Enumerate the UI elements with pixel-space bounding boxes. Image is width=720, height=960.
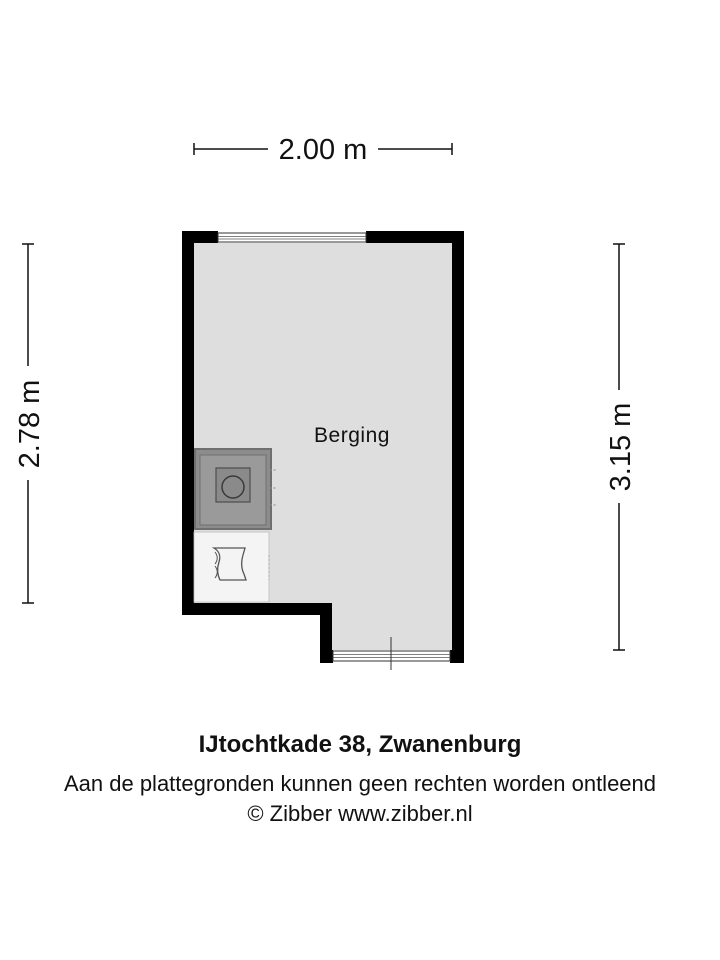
dimension-left: [14, 244, 46, 603]
dimension-width-label: 2.00 m: [278, 134, 368, 166]
address-title: IJtochtkade 38, Zwanenburg: [198, 731, 522, 758]
disclaimer-text: Aan de plattegronden kunnen geen rechten worden ontleend: [63, 771, 657, 796]
dimension-left-label: 2.78 m: [14, 379, 46, 469]
dimension-top: [194, 134, 452, 166]
dimension-right: [605, 244, 637, 650]
window-top: [218, 233, 366, 242]
credit-text: © Zibber www.zibber.nl: [247, 801, 473, 826]
washing-machine-icon: [194, 448, 277, 530]
dimension-right-label: 3.15 m: [605, 402, 637, 492]
dryer-icon: [194, 532, 269, 602]
room-label-berging: Berging: [314, 424, 390, 447]
